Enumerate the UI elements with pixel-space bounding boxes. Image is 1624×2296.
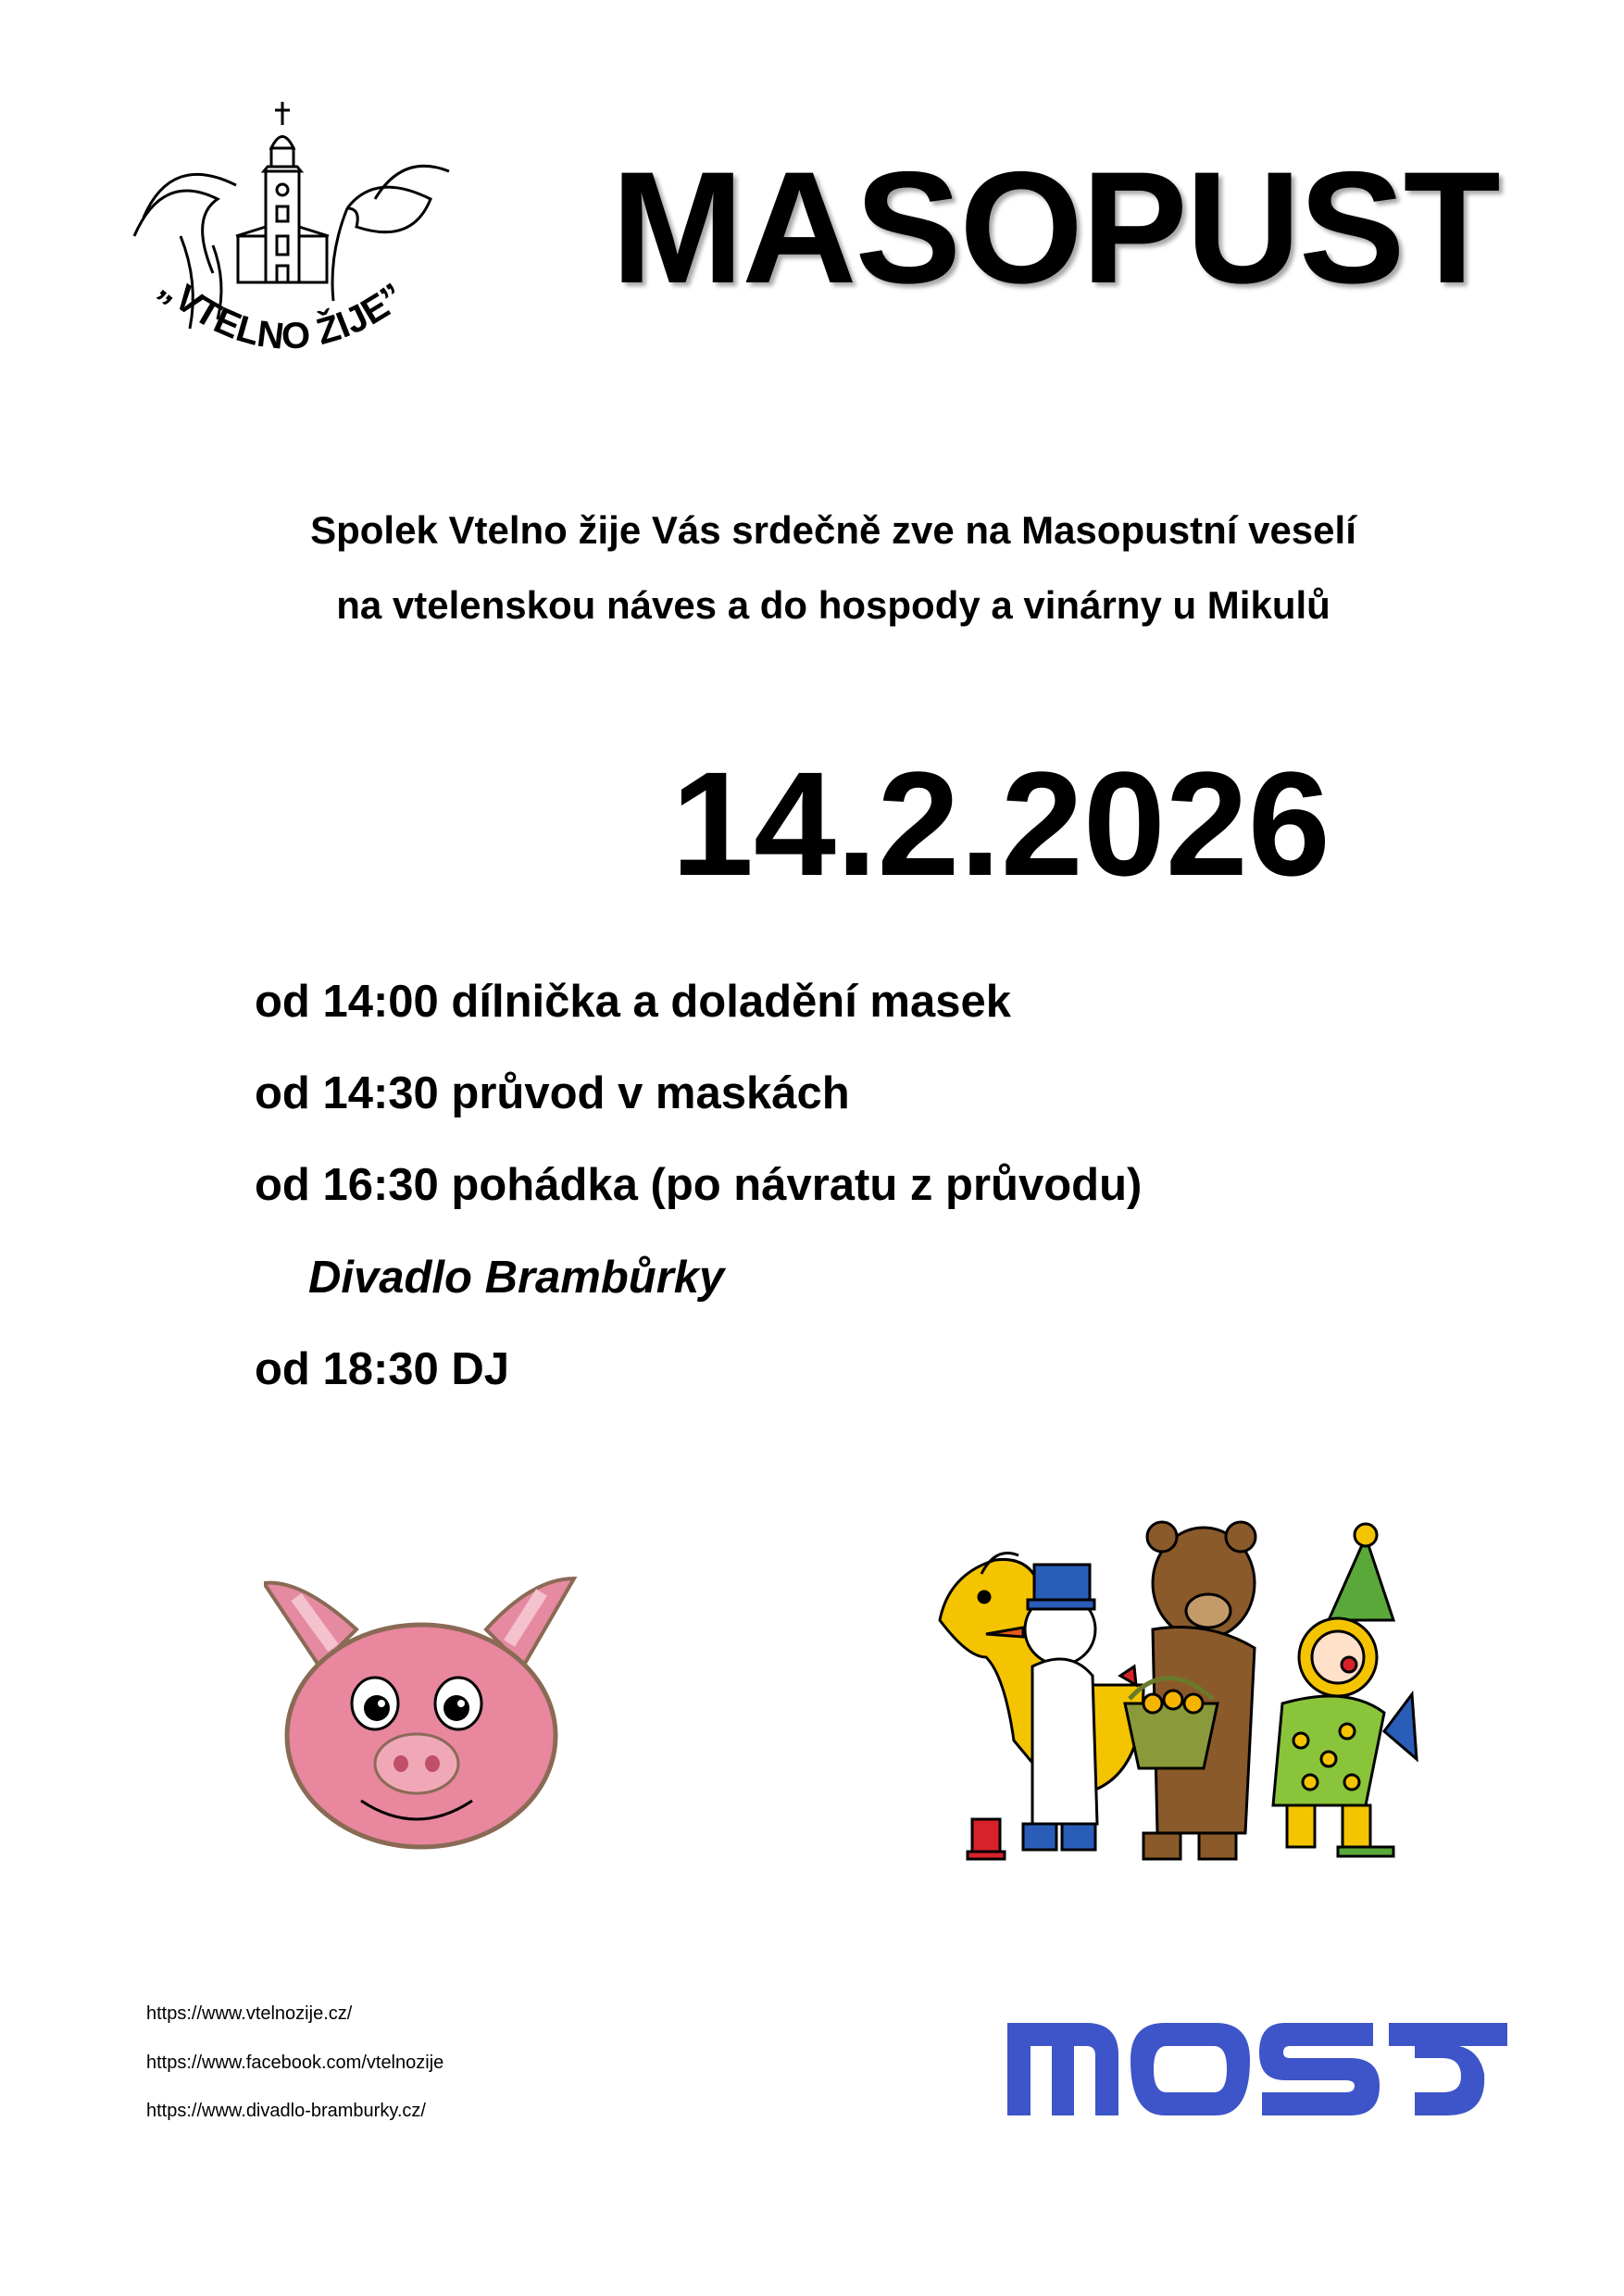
program-item: od 14:00 dílnička a doladění masek (255, 977, 1011, 1027)
program-item: od 14:30 průvod v maskách (255, 1068, 850, 1118)
invitation-line-1: Spolek Vtelno žije Vás srdečně zve na Masopustní veselí (310, 508, 1356, 552)
pig-face-illustration (264, 1574, 579, 1852)
carnival-parade-illustration (931, 1518, 1421, 1879)
logo-text: „VTELNO ŽIJE” (152, 266, 413, 357)
website-link[interactable]: https://www.vtelnozije.cz/ (146, 2003, 353, 2024)
invitation-line-2: na vtelenskou náves a do hospody a vinárny u Mikulů (336, 583, 1330, 627)
theatre-link[interactable]: https://www.divadlo-bramburky.cz/ (146, 2101, 426, 2121)
most-city-logo (1007, 2004, 1517, 2115)
svg-text:„VTELNO ŽIJE” (153, 267, 413, 357)
facebook-link[interactable]: https://www.facebook.com/vtelnozije (146, 2053, 444, 2073)
program-item: od 16:30 pohádka (po návratu z průvodu) (255, 1160, 1143, 1210)
most-logo-text: most (1007, 2004, 1010, 2005)
vtelno-zije-logo (125, 97, 477, 417)
program-item-theatre: Divadlo Brambůrky (308, 1253, 725, 1303)
program-item: od 18:30 DJ (255, 1344, 510, 1394)
event-date: 14.2.2026 (671, 741, 1330, 906)
page-title: MASOPUST (611, 139, 1499, 317)
